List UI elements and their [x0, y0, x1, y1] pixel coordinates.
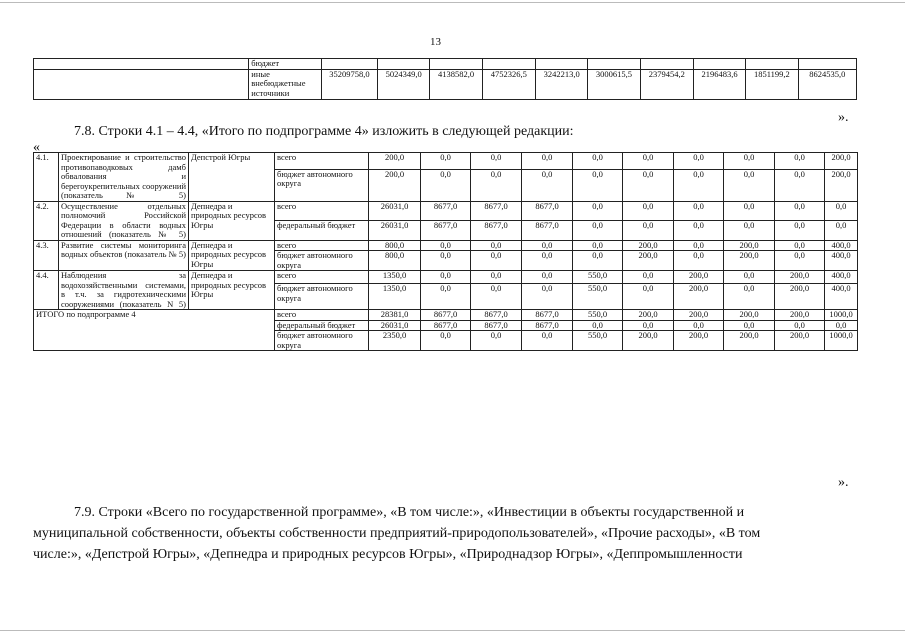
top-value-cell: 3242213,0: [536, 69, 588, 99]
top-blank-cell: [34, 69, 249, 99]
top-table-row: [34, 59, 857, 70]
top-blank-cell: [34, 59, 249, 70]
value-cell: 8677,0: [522, 310, 573, 321]
top-value-cell: [798, 59, 856, 70]
value-cell: 400,0: [825, 271, 858, 284]
table-row: [34, 240, 858, 251]
value-cell: 200,0: [369, 153, 421, 170]
value-cell: 0,0: [674, 169, 724, 201]
value-cell: 0,0: [775, 201, 825, 221]
value-cell: 200,0: [674, 271, 724, 284]
top-value-cell: [536, 59, 588, 70]
value-cell: 200,0: [674, 310, 724, 321]
value-cell: 8677,0: [522, 221, 573, 241]
value-cell: 200,0: [369, 169, 421, 201]
value-cell: 550,0: [573, 310, 623, 321]
value-cell: 200,0: [674, 284, 724, 310]
value-cell: 200,0: [674, 331, 724, 351]
top-value-cell: 1851199,2: [746, 69, 798, 99]
value-cell: 200,0: [623, 251, 674, 271]
top-value-cell: [482, 59, 535, 70]
value-cell: 2350,0: [369, 331, 421, 351]
funding-source-cell: федеральный бюджет: [275, 320, 369, 331]
value-cell: 0,0: [573, 221, 623, 241]
top-value-cell: 8624535,0: [798, 69, 856, 99]
funding-source-cell: бюджет автономного округа: [275, 251, 369, 271]
value-cell: 8677,0: [471, 320, 522, 331]
value-cell: 0,0: [775, 251, 825, 271]
value-cell: 0,0: [724, 221, 775, 241]
value-cell: 200,0: [724, 331, 775, 351]
value-cell: 200,0: [724, 251, 775, 271]
measure-name-cell: Развитие системы мониторинга водных объектов (показатель № 5): [59, 240, 189, 271]
para-7-9-line1: 7.9. Строки «Всего по государственной программе», «В том числе:», «Инвестиции в объекты государственной и: [74, 505, 745, 520]
total-label-cell: ИТОГО по подпрограмме 4: [34, 310, 275, 351]
executor-cell: Депнедра и природных ресурсов Югры: [189, 271, 275, 310]
para-7-9-line3: числе:», «Депстрой Югры», «Депнедра и природных ресурсов Югры», «Природнадзор Югры», «Деппромышленности: [33, 547, 743, 562]
value-cell: 200,0: [825, 153, 858, 170]
value-cell: 0,0: [471, 331, 522, 351]
value-cell: 200,0: [724, 240, 775, 251]
value-cell: 0,0: [825, 201, 858, 221]
top-value-cell: 35209758,0: [321, 69, 377, 99]
value-cell: 0,0: [522, 271, 573, 284]
value-cell: 0,0: [674, 320, 724, 331]
value-cell: 0,0: [724, 320, 775, 331]
value-cell: 200,0: [825, 169, 858, 201]
value-cell: 200,0: [775, 331, 825, 351]
value-cell: 0,0: [775, 221, 825, 241]
top-source-cell: бюджет: [249, 59, 321, 70]
top-source-cell: иные внебюджетные источники: [249, 69, 321, 99]
top-table-row: [34, 69, 857, 99]
value-cell: 0,0: [674, 251, 724, 271]
value-cell: 8677,0: [471, 201, 522, 221]
top-value-cell: [588, 59, 640, 70]
funding-source-cell: всего: [275, 271, 369, 284]
value-cell: 0,0: [573, 251, 623, 271]
value-cell: 0,0: [623, 169, 674, 201]
scan-edge-top: [0, 2, 905, 3]
top-value-cell: [378, 59, 430, 70]
value-cell: 8677,0: [471, 310, 522, 321]
close-quote-1: ».: [838, 110, 849, 125]
value-cell: 0,0: [724, 201, 775, 221]
subprogram-4-table: [33, 152, 858, 351]
funding-source-cell: бюджет автономного округа: [275, 284, 369, 310]
value-cell: 0,0: [623, 284, 674, 310]
value-cell: 0,0: [522, 240, 573, 251]
value-cell: 0,0: [573, 153, 623, 170]
value-cell: 0,0: [421, 284, 471, 310]
value-cell: 0,0: [421, 153, 471, 170]
value-cell: 8677,0: [421, 310, 471, 321]
value-cell: 0,0: [674, 240, 724, 251]
value-cell: 0,0: [421, 169, 471, 201]
value-cell: 1350,0: [369, 284, 421, 310]
top-value-cell: [693, 59, 745, 70]
value-cell: 8677,0: [421, 201, 471, 221]
value-cell: 0,0: [623, 221, 674, 241]
heading-7-8: 7.8. Строки 4.1 – 4.4, «Итого по подпрограмме 4» изложить в следующей редакции:: [74, 124, 574, 139]
value-cell: 400,0: [825, 284, 858, 310]
value-cell: 0,0: [775, 169, 825, 201]
measure-name-cell: Осуществление отдельных полномочий Российской Федерации в области водных отношений (показатель № 5): [59, 201, 189, 240]
value-cell: 0,0: [674, 153, 724, 170]
value-cell: 8677,0: [471, 221, 522, 241]
value-cell: 8677,0: [421, 221, 471, 241]
funding-source-cell: бюджет автономного округа: [275, 169, 369, 201]
value-cell: 1000,0: [825, 310, 858, 321]
value-cell: 800,0: [369, 251, 421, 271]
value-cell: 0,0: [421, 251, 471, 271]
row-number-cell: 4.1.: [34, 153, 59, 202]
funding-source-cell: всего: [275, 240, 369, 251]
value-cell: 1000,0: [825, 331, 858, 351]
page-number: 13: [430, 36, 441, 48]
value-cell: 0,0: [674, 221, 724, 241]
value-cell: 0,0: [724, 169, 775, 201]
total-row: [34, 310, 858, 321]
value-cell: 0,0: [775, 320, 825, 331]
top-value-cell: 3000615,5: [588, 69, 640, 99]
value-cell: 400,0: [825, 240, 858, 251]
executor-cell: Депстрой Югры: [189, 153, 275, 202]
funding-source-cell: всего: [275, 153, 369, 170]
value-cell: 200,0: [623, 240, 674, 251]
value-cell: 8677,0: [522, 320, 573, 331]
value-cell: 0,0: [573, 240, 623, 251]
value-cell: 26031,0: [369, 221, 421, 241]
funding-source-cell: всего: [275, 201, 369, 221]
value-cell: 0,0: [724, 284, 775, 310]
value-cell: 200,0: [623, 331, 674, 351]
value-cell: 0,0: [623, 320, 674, 331]
value-cell: 8677,0: [522, 201, 573, 221]
value-cell: 800,0: [369, 240, 421, 251]
top-value-cell: 5024349,0: [378, 69, 430, 99]
top-value-cell: 4752326,5: [482, 69, 535, 99]
executor-cell: Депнедра и природных ресурсов Югры: [189, 201, 275, 240]
executor-cell: Депнедра и природных ресурсов Югры: [189, 240, 275, 271]
value-cell: 1350,0: [369, 271, 421, 284]
value-cell: 26031,0: [369, 201, 421, 221]
value-cell: 0,0: [471, 284, 522, 310]
value-cell: 550,0: [573, 271, 623, 284]
value-cell: 0,0: [421, 271, 471, 284]
value-cell: 0,0: [674, 201, 724, 221]
value-cell: 0,0: [573, 320, 623, 331]
value-cell: 0,0: [623, 153, 674, 170]
value-cell: 26031,0: [369, 320, 421, 331]
top-value-cell: [430, 59, 482, 70]
top-value-cell: [640, 59, 693, 70]
funding-source-cell: федеральный бюджет: [275, 221, 369, 241]
scan-edge-bottom: [0, 630, 905, 631]
value-cell: 0,0: [471, 169, 522, 201]
value-cell: 0,0: [522, 284, 573, 310]
row-number-cell: 4.4.: [34, 271, 59, 310]
para-7-9-line2: муниципальной собственности, объекты собственности предприятий-природопользователей», «Прочие расходы», «В том: [33, 526, 761, 541]
top-value-cell: [321, 59, 377, 70]
value-cell: 0,0: [522, 153, 573, 170]
value-cell: 0,0: [724, 153, 775, 170]
value-cell: 550,0: [573, 331, 623, 351]
close-quote-2: ».: [838, 475, 849, 490]
value-cell: 0,0: [775, 153, 825, 170]
value-cell: 200,0: [724, 310, 775, 321]
top-table-fragment: [33, 58, 857, 100]
value-cell: 0,0: [775, 240, 825, 251]
value-cell: 0,0: [421, 240, 471, 251]
value-cell: 0,0: [825, 320, 858, 331]
value-cell: 0,0: [623, 201, 674, 221]
row-number-cell: 4.2.: [34, 201, 59, 240]
table-row: [34, 271, 858, 284]
value-cell: 200,0: [775, 310, 825, 321]
value-cell: 0,0: [471, 240, 522, 251]
table-row: [34, 201, 858, 221]
value-cell: 28381,0: [369, 310, 421, 321]
open-quote: «: [33, 140, 40, 155]
value-cell: 200,0: [623, 310, 674, 321]
value-cell: 550,0: [573, 284, 623, 310]
table-row: [34, 153, 858, 170]
value-cell: 200,0: [775, 284, 825, 310]
value-cell: 0,0: [623, 271, 674, 284]
value-cell: 0,0: [421, 331, 471, 351]
top-value-cell: 4138582,0: [430, 69, 482, 99]
top-value-cell: [746, 59, 798, 70]
value-cell: 0,0: [471, 251, 522, 271]
row-number-cell: 4.3.: [34, 240, 59, 271]
measure-name-cell: Проектирование и строительство противопаводковых дамб обвалования и берегоукрепительных сооружений (показатель № 5): [59, 153, 189, 202]
top-value-cell: 2196483,6: [693, 69, 745, 99]
value-cell: 400,0: [825, 251, 858, 271]
value-cell: 0,0: [471, 153, 522, 170]
funding-source-cell: всего: [275, 310, 369, 321]
funding-source-cell: бюджет автономного округа: [275, 331, 369, 351]
top-value-cell: 2379454,2: [640, 69, 693, 99]
value-cell: 0,0: [724, 271, 775, 284]
measure-name-cell: Наблюдения за водохозяйственными системами, в т.ч. за гидротехническими сооружениями (показатель N 5): [59, 271, 189, 310]
value-cell: 0,0: [522, 331, 573, 351]
value-cell: 0,0: [471, 271, 522, 284]
value-cell: 200,0: [775, 271, 825, 284]
value-cell: 0,0: [573, 201, 623, 221]
value-cell: 0,0: [522, 251, 573, 271]
value-cell: 0,0: [522, 169, 573, 201]
value-cell: 0,0: [825, 221, 858, 241]
value-cell: 0,0: [573, 169, 623, 201]
value-cell: 8677,0: [421, 320, 471, 331]
